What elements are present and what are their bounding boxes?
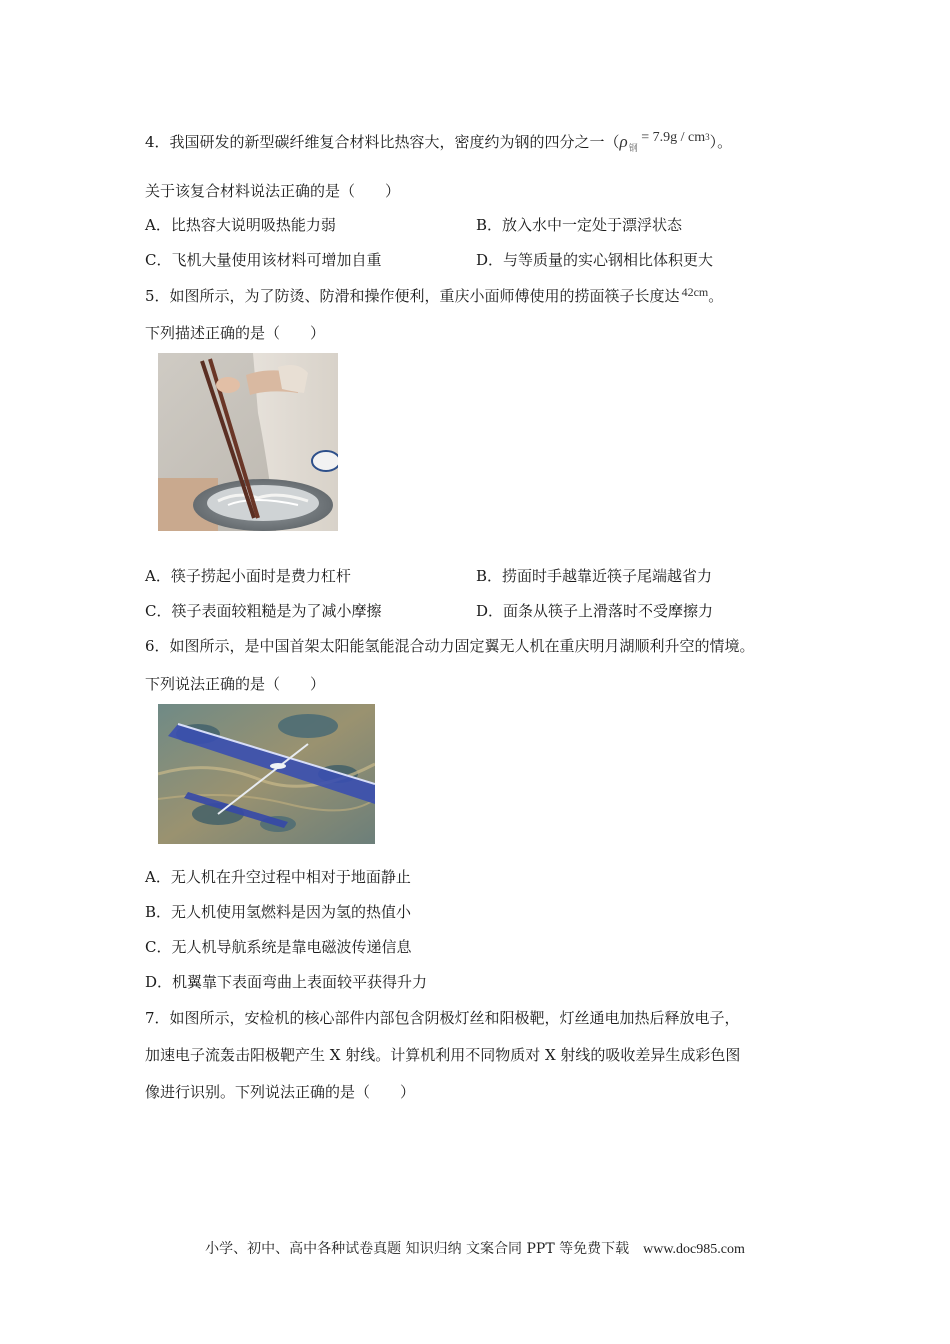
q6-stem-line1: 6．如图所示，是中国首架太阳能氢能混合动力固定翼无人机在重庆明月湖顺利升空的情境。 xyxy=(145,637,755,655)
q6-option-a[interactable]: A．无人机在升空过程中相对于地面静止 xyxy=(145,868,411,886)
q6-option-c[interactable]: C．无人机导航系统是靠电磁波传递信息 xyxy=(145,938,412,956)
density-formula: $\rho_钢 = 7.9g / cm^3$ xyxy=(619,130,710,153)
footer-url[interactable]: www.doc985.com xyxy=(643,1242,745,1257)
q4-option-a[interactable]: A．比热容大说明吸热能力弱 xyxy=(145,216,336,234)
q6-option-b[interactable]: B．无人机使用氢燃料是因为氢的热值小 xyxy=(145,903,412,921)
q4-option-b[interactable]: B．放入水中一定处于漂浮状态 xyxy=(476,216,683,234)
q5-stem-line2: 下列描述正确的是（ ） xyxy=(145,324,326,342)
solar-drone-photo xyxy=(158,704,375,844)
q7-stem-line3: 像进行识别。下列说法正确的是（ ） xyxy=(145,1083,416,1101)
q6-stem-line2: 下列说法正确的是（ ） xyxy=(145,675,326,693)
q5-option-b[interactable]: B．捞面时手越靠近筷子尾端越省力 xyxy=(476,567,713,585)
footer-text: 小学、初中、高中各种试卷真题 知识归纳 文案合同 PPT 等免费下载 xyxy=(205,1241,630,1257)
q5-option-a[interactable]: A．筷子捞起小面时是费力杠杆 xyxy=(145,567,351,585)
q4-stem-line2: 关于该复合材料说法正确的是（ ） xyxy=(145,182,401,200)
q4-stem-line1 xyxy=(145,132,732,154)
q4-stem-prefix: 4．我国研发的新型碳纤维复合材料比热容大，密度约为钢的四分之一（ xyxy=(145,133,620,151)
q7-stem-line2: 加速电子流轰击阳极靶产生 X 射线。计算机利用不同物质对 X 射线的吸收差异生成彩色图 xyxy=(145,1046,741,1064)
q5-option-d[interactable]: D．面条从筷子上滑落时不受摩擦力 xyxy=(476,602,714,620)
q5-stem-line1: 5．如图所示，为了防烫、防滑和操作便利，重庆小面师傅使用的捞面筷子长度达 $^{42cm}$。 xyxy=(145,285,724,305)
q4-option-c[interactable]: C．飞机大量使用该材料可增加自重 xyxy=(145,251,382,269)
noodle-chopsticks-photo xyxy=(158,353,338,531)
q5-option-c[interactable]: C．筷子表面较粗糙是为了减小摩擦 xyxy=(145,602,382,620)
q4-option-d[interactable]: D．与等质量的实心钢相比体积更大 xyxy=(476,251,714,269)
q7-stem-line1: 7．如图所示，安检机的核心部件内部包含阴极灯丝和阳极靶，灯丝通电加热后释放电子， xyxy=(145,1009,740,1027)
chopstick-length: 42cm xyxy=(681,285,709,299)
q6-option-d[interactable]: D．机翼靠下表面弯曲上表面较平获得升力 xyxy=(145,973,428,991)
page-footer xyxy=(0,1238,950,1258)
q4-stem-suffix: ）。 xyxy=(709,133,733,151)
